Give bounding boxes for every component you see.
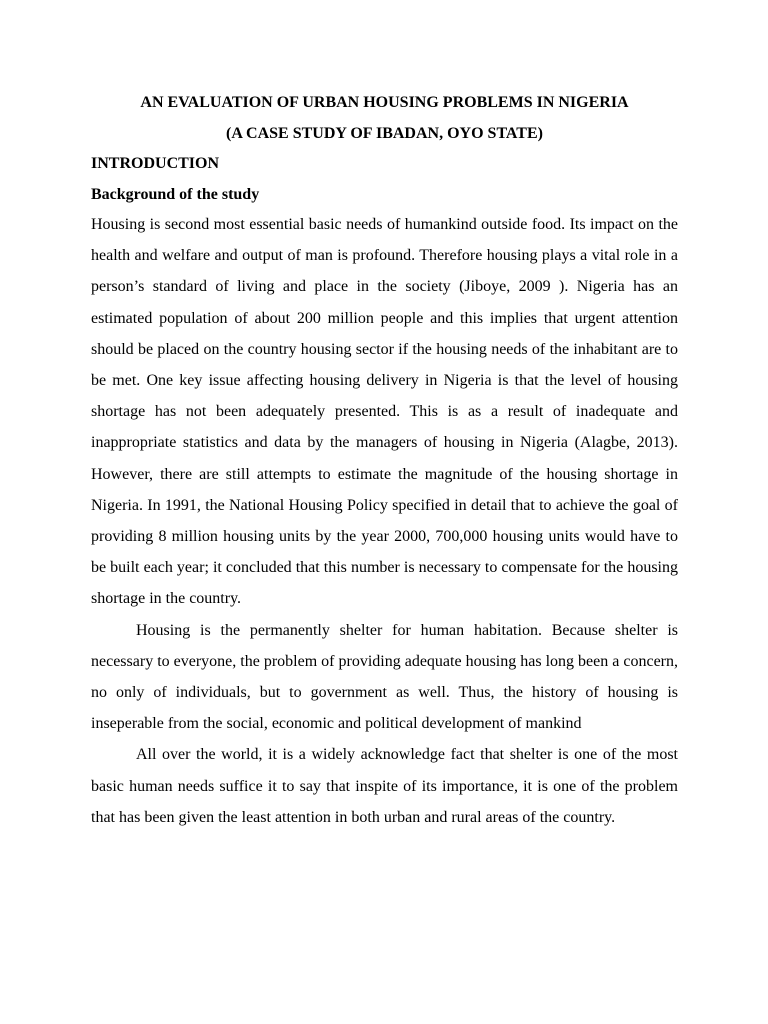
body-paragraph-2: Housing is the permanently shelter for human habitation. Because shelter is necessary to everyone, the problem of providing adequate housing has long been a concern, no only of individuals, but to government as well. Thus, the history of housing is inseperable from the social, economic and political development of mankind (91, 621, 678, 733)
body-paragraph-1: Housing is second most essential basic needs of humankind outside food. Its impact on the health and welfare and output of man is profound. Therefore housing plays a vital role in a person’s standard of living and place in the society (Jiboye, 2009 ). Nigeria has an estimated population of about 200 million people and this implies that urgent attention should be placed on the country housing sector if the housing needs of the inhabitant are to be met. One key issue affecting housing delivery in Nigeria is that the level of housing shortage has not been adequately presented. This is as a result of inadequate and inappropriate statistics and data by the managers of housing in Nigeria (Alagbe, 2013). However, there are still attempts to estimate the magnitude of the housing shortage in Nigeria. In 1991, the National Housing Policy specified in detail that to achieve the goal of providing 8 million housing units by the year 2000, 700,000 housing units would have to be built each year; it concluded that this number is necessary to compensate for the housing shortage in the country. (91, 216, 678, 608)
section-heading: INTRODUCTION (91, 155, 220, 172)
document-title: AN EVALUATION OF URBAN HOUSING PROBLEMS IN NIGERIA (140, 94, 629, 111)
subsection-heading: Background of the study (91, 186, 260, 203)
document-subtitle: (A CASE STUDY OF IBADAN, OYO STATE) (226, 125, 543, 142)
body-paragraph-3: All over the world, it is a widely acknowledge fact that shelter is one of the most basic human needs suffice it to say that inspite of its importance, it is one of the problem that has been given the least attention in both urban and rural areas of the country. (91, 746, 678, 826)
